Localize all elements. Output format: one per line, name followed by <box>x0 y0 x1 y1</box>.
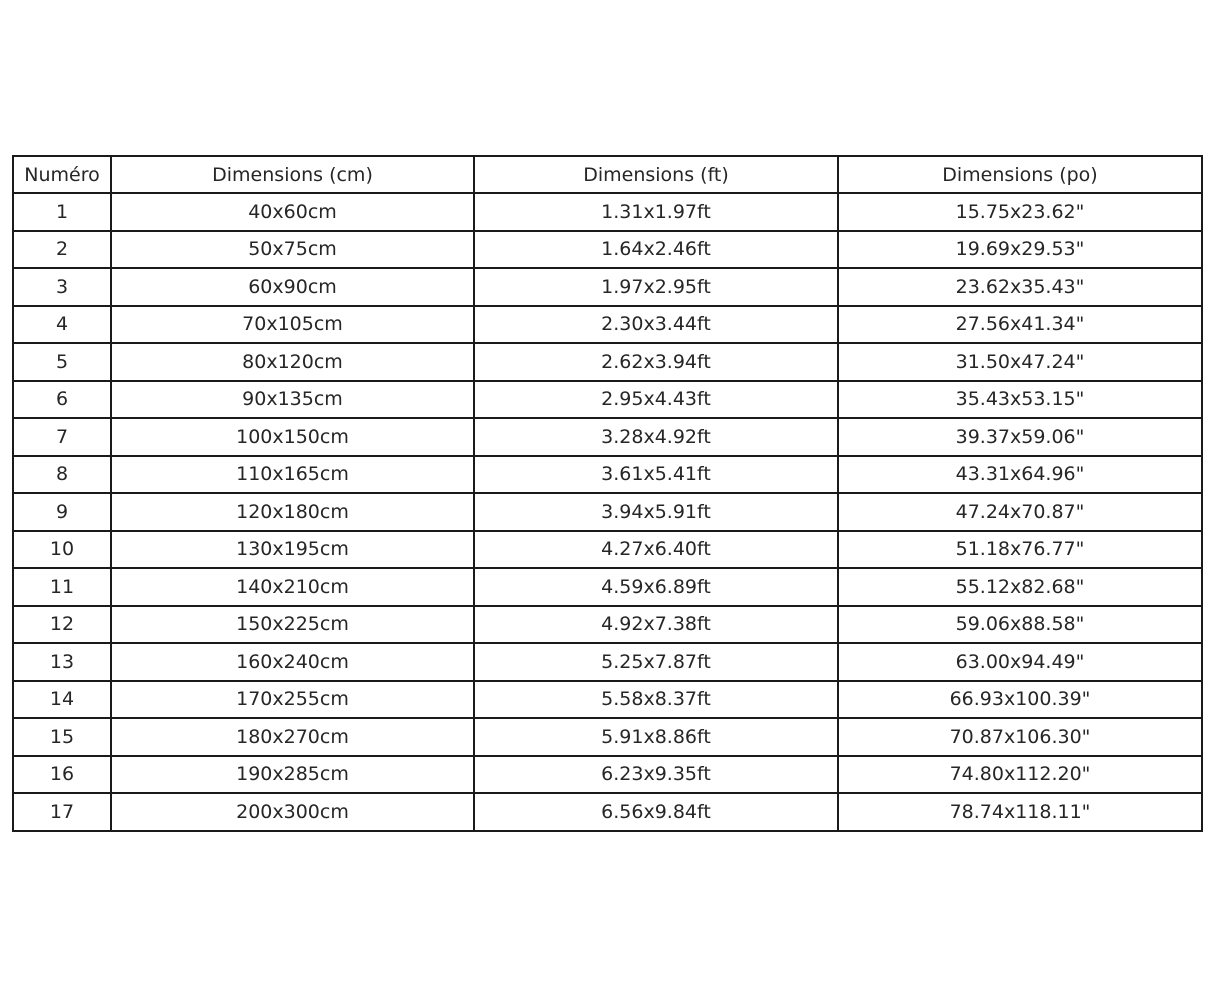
table-cell: 6.23x9.35ft <box>474 756 838 794</box>
table-cell: 7 <box>13 418 111 456</box>
table-cell: 16 <box>13 756 111 794</box>
table-cell: 19.69x29.53" <box>838 231 1202 269</box>
table-cell: 5.58x8.37ft <box>474 681 838 719</box>
table-cell: 35.43x53.15" <box>838 381 1202 419</box>
table-cell: 12 <box>13 606 111 644</box>
table-cell: 6 <box>13 381 111 419</box>
table-cell: 1.97x2.95ft <box>474 268 838 306</box>
table-cell: 8 <box>13 456 111 494</box>
table-cell: 150x225cm <box>111 606 474 644</box>
table-cell: 59.06x88.58" <box>838 606 1202 644</box>
table-cell: 4.59x6.89ft <box>474 568 838 606</box>
table-body <box>13 193 1202 831</box>
table-cell: 60x90cm <box>111 268 474 306</box>
table-cell: 55.12x82.68" <box>838 568 1202 606</box>
table-cell: 23.62x35.43" <box>838 268 1202 306</box>
table-cell: 5.25x7.87ft <box>474 643 838 681</box>
table-row <box>13 343 1202 381</box>
table-cell: 4 <box>13 306 111 344</box>
table-cell: 66.93x100.39" <box>838 681 1202 719</box>
table-header-row <box>13 156 1202 193</box>
table-cell: 14 <box>13 681 111 719</box>
table-cell: 15 <box>13 718 111 756</box>
table-cell: 190x285cm <box>111 756 474 794</box>
table-row <box>13 493 1202 531</box>
table-cell: 43.31x64.96" <box>838 456 1202 494</box>
table-cell: 6.56x9.84ft <box>474 793 838 831</box>
table-cell: 3 <box>13 268 111 306</box>
table-cell: 1.64x2.46ft <box>474 231 838 269</box>
table-cell: 27.56x41.34" <box>838 306 1202 344</box>
table-cell: 100x150cm <box>111 418 474 456</box>
table-row <box>13 531 1202 569</box>
table-row <box>13 306 1202 344</box>
table-cell: 110x165cm <box>111 456 474 494</box>
table-cell: 5 <box>13 343 111 381</box>
table-cell: 40x60cm <box>111 193 474 231</box>
table-cell: 78.74x118.11" <box>838 793 1202 831</box>
table-row <box>13 268 1202 306</box>
table-cell: 39.37x59.06" <box>838 418 1202 456</box>
table-cell: 47.24x70.87" <box>838 493 1202 531</box>
table-cell: 180x270cm <box>111 718 474 756</box>
dimensions-conversion-table <box>12 155 1203 832</box>
table-cell: 200x300cm <box>111 793 474 831</box>
table-row <box>13 456 1202 494</box>
table-cell: 3.28x4.92ft <box>474 418 838 456</box>
table-cell: 90x135cm <box>111 381 474 419</box>
table-header <box>13 156 1202 193</box>
table-row <box>13 231 1202 269</box>
table-cell: 1 <box>13 193 111 231</box>
column-header-ft: Dimensions (ft) <box>474 156 838 193</box>
table-row <box>13 418 1202 456</box>
table-cell: 2.30x3.44ft <box>474 306 838 344</box>
table-cell: 4.92x7.38ft <box>474 606 838 644</box>
table-row <box>13 568 1202 606</box>
table-cell: 11 <box>13 568 111 606</box>
table-cell: 3.94x5.91ft <box>474 493 838 531</box>
table-cell: 2.62x3.94ft <box>474 343 838 381</box>
column-header-numero: Numéro <box>13 156 111 193</box>
table-cell: 74.80x112.20" <box>838 756 1202 794</box>
table-cell: 160x240cm <box>111 643 474 681</box>
table-row <box>13 756 1202 794</box>
table-cell: 51.18x76.77" <box>838 531 1202 569</box>
table-row <box>13 643 1202 681</box>
table-row <box>13 193 1202 231</box>
table-row <box>13 606 1202 644</box>
table-cell: 9 <box>13 493 111 531</box>
column-header-cm: Dimensions (cm) <box>111 156 474 193</box>
table-cell: 80x120cm <box>111 343 474 381</box>
table-cell: 63.00x94.49" <box>838 643 1202 681</box>
table-cell: 70x105cm <box>111 306 474 344</box>
table-cell: 31.50x47.24" <box>838 343 1202 381</box>
table-cell: 10 <box>13 531 111 569</box>
table-row <box>13 793 1202 831</box>
table-cell: 3.61x5.41ft <box>474 456 838 494</box>
table-cell: 130x195cm <box>111 531 474 569</box>
column-header-po: Dimensions (po) <box>838 156 1202 193</box>
table-cell: 2 <box>13 231 111 269</box>
table-row <box>13 681 1202 719</box>
table-row <box>13 718 1202 756</box>
table-cell: 170x255cm <box>111 681 474 719</box>
table-cell: 17 <box>13 793 111 831</box>
table-cell: 50x75cm <box>111 231 474 269</box>
table-cell: 70.87x106.30" <box>838 718 1202 756</box>
table-cell: 120x180cm <box>111 493 474 531</box>
table-cell: 4.27x6.40ft <box>474 531 838 569</box>
table-cell: 1.31x1.97ft <box>474 193 838 231</box>
table-cell: 15.75x23.62" <box>838 193 1202 231</box>
table-row <box>13 381 1202 419</box>
table-cell: 5.91x8.86ft <box>474 718 838 756</box>
table-cell: 140x210cm <box>111 568 474 606</box>
table-cell: 13 <box>13 643 111 681</box>
table-cell: 2.95x4.43ft <box>474 381 838 419</box>
